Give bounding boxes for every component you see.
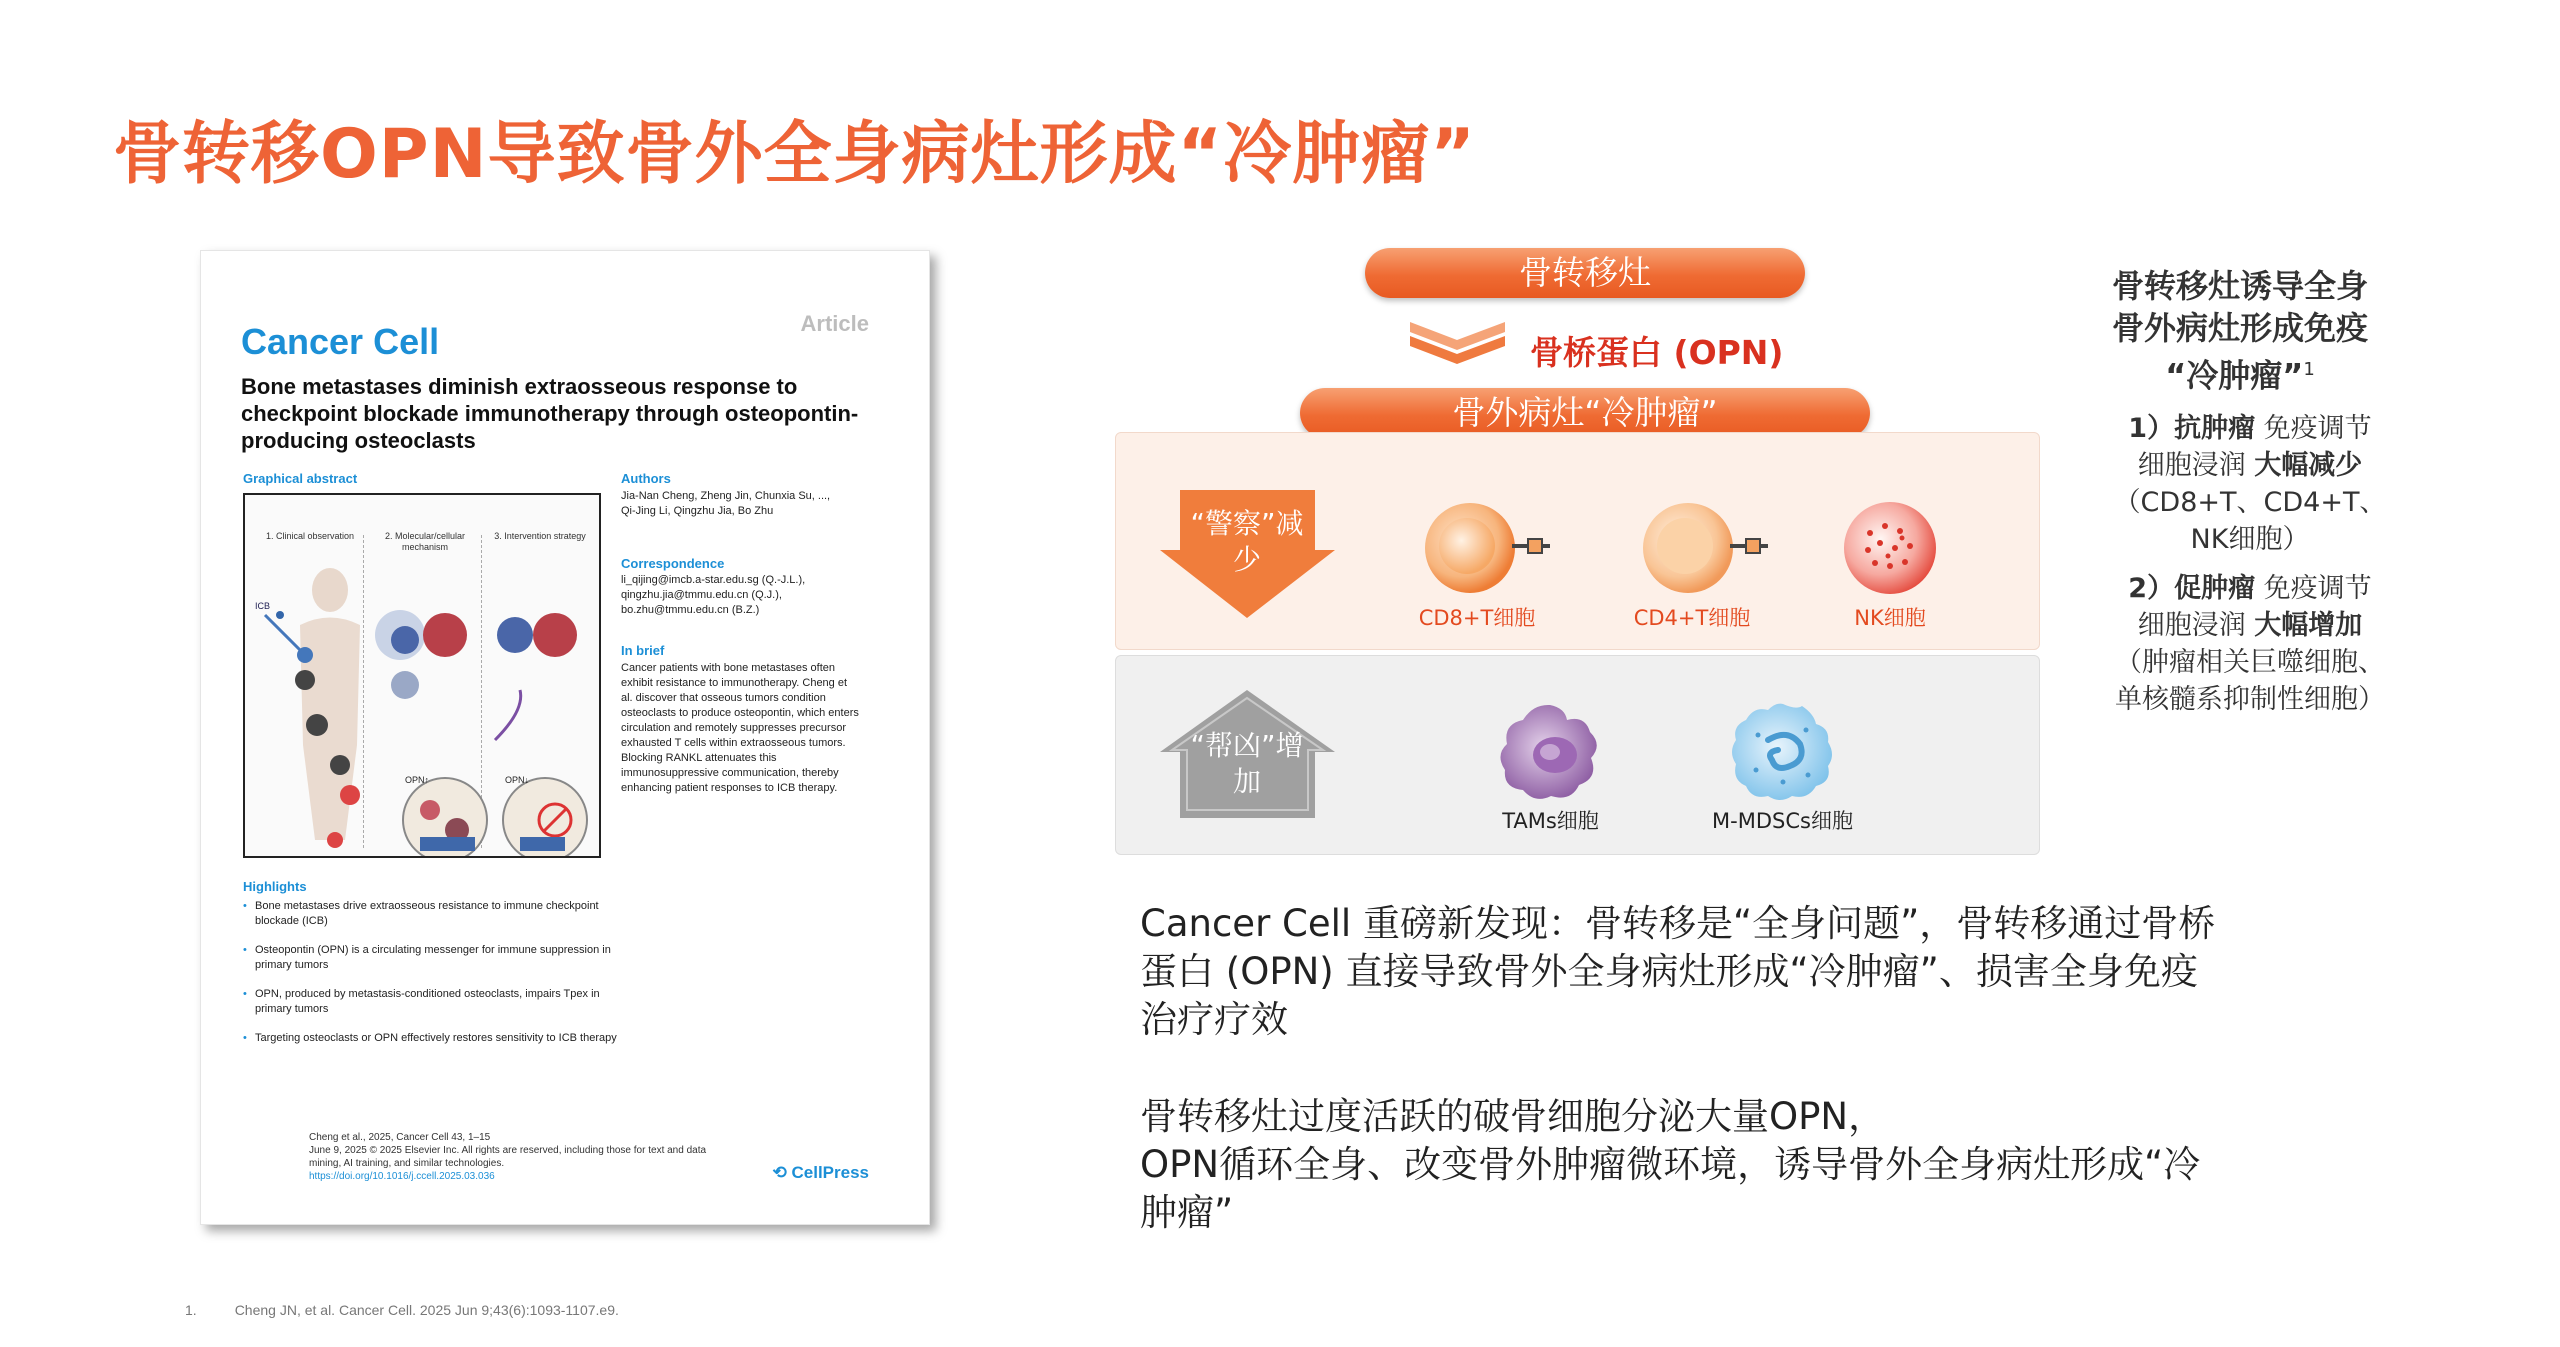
highlights-label: Highlights xyxy=(243,879,307,894)
abstract-tag-opn-up: OPN↑ xyxy=(405,775,430,785)
sidebar-bold: 2）促肿瘤 xyxy=(2128,573,2256,604)
cellpress-logo xyxy=(773,1163,869,1183)
abstract-tag-opn-down: OPN↓ xyxy=(505,775,530,785)
graphical-abstract xyxy=(243,493,601,858)
sidebar-item-pro-tumor xyxy=(2100,570,2400,718)
cell-label-mdscs: M-MDSCs细胞 xyxy=(1712,809,1853,833)
highlight-item: • Targeting osteoclasts or OPN effectively restores sensitivity to ICB therapy xyxy=(243,1031,633,1046)
highlight-item: • Osteopontin (OPN) is a circulating messenger for immune suppression in primary tumors xyxy=(243,943,633,973)
cellpress-icon: ⟲ xyxy=(772,1163,787,1182)
slide-title: 骨转移OPN导致骨外全身病灶形成“冷肿瘤” xyxy=(113,115,1476,194)
abstract-tag-icb: ICB xyxy=(255,601,271,611)
correspondence: li_qijing@imcb.a-star.edu.sg (Q.-J.L.), qingzhu.jia@tmmu.edu.cn (Q.J.), bo.zhu@tmmu.edu.cn (B.Z.) xyxy=(621,574,806,616)
sidebar-line xyxy=(2100,447,2400,484)
sidebar-line: （CD8+T、CD4+T、 xyxy=(2113,487,2387,518)
in-brief: Cancer patients with bone metastases often exhibit resistance to immunotherapy. Cheng et al. discover that osseous tumors condition osteoclasts to produce osteopontin, which enters circulation and remotely suppresses precursor exhausted T cells within extraosseous tumors. Blocking RANKL attenuates this immunosuppressive communication, thereby enhancing patient responses to ICB therapy. xyxy=(621,662,859,794)
paper-thumbnail xyxy=(200,250,930,1225)
mechanism-paragraph xyxy=(1140,1093,2340,1237)
sidebar-line xyxy=(2100,410,2400,447)
cell-label-cd4: CD4+T细胞 xyxy=(1633,606,1751,630)
sidebar-bold: 大幅增加 xyxy=(2254,610,2363,641)
paper-citation xyxy=(309,1131,709,1183)
sidebar-bold: 1）抗肿瘤 xyxy=(2128,413,2256,444)
finding-line: 治疗疗效 xyxy=(1140,998,1288,1041)
police-decrease-label xyxy=(1172,506,1322,578)
authors: Jia-Nan Cheng, Zheng Jin, Chunxia Su, ..., Qi-Jing Li, Qingzhu Jia, Bo Zhu xyxy=(621,490,831,517)
cd4-t-cell-icon xyxy=(1638,498,1778,598)
police-line-1: “警察”减 xyxy=(1190,507,1304,540)
sidebar-heading-line: 骨外病灶形成免疫 xyxy=(2111,309,2368,347)
abstract-col-1: 1. Clinical observation xyxy=(265,531,355,541)
abstract-col-3: 3. Intervention strategy xyxy=(494,531,586,541)
opn-label: 骨桥蛋白 (OPN) xyxy=(1530,333,1784,372)
graphical-abstract-label: Graphical abstract xyxy=(243,471,358,486)
doi-link: https://doi.org/10.1016/j.ccell.2025.03.036 xyxy=(309,1171,495,1182)
authors-label: Authors xyxy=(621,471,671,486)
sidebar-heading-line: 骨转移灶诱导全身 xyxy=(2111,267,2368,305)
abstract-col-2: 2. Molecular/cellular mechanism xyxy=(384,531,466,552)
paper-title: Bone metastases diminish extraosseous response to checkpoint blockade immunotherapy through osteopontin-producing osteoclasts xyxy=(241,374,859,453)
in-brief-label: In brief xyxy=(621,643,665,658)
sidebar-heading-text: “冷肿瘤” xyxy=(2165,356,2304,395)
footnote-number: 1. xyxy=(185,1302,197,1318)
sidebar-text: 细胞浸润 xyxy=(2137,610,2255,641)
footnote-text: Cheng JN, et al. Cancer Cell. 2025 Jun 9;43(6):1093-1107.e9. xyxy=(234,1302,619,1318)
cd8-t-cell-icon xyxy=(1420,498,1560,598)
sidebar-line xyxy=(2100,570,2400,607)
mechanism-line: 肿瘤” xyxy=(1140,1191,1234,1234)
citation: Cheng et al., 2025, Cancer Cell 43, 1–15 xyxy=(309,1132,491,1143)
cell-label-tams: TAMs细胞 xyxy=(1502,809,1599,833)
sidebar-line: NK细胞） xyxy=(2190,524,2310,555)
footnote-ref: 1 xyxy=(2303,359,2315,380)
helper-line-2: 加 xyxy=(1232,765,1261,798)
sidebar-text: 免疫调节 xyxy=(2255,573,2372,604)
sidebar-heading-line xyxy=(2090,349,2390,397)
correspondence-label: Correspondence xyxy=(621,556,725,571)
article-type: Article xyxy=(800,311,869,336)
publisher-name: CellPress xyxy=(791,1163,869,1182)
pill-cold-tumor: 骨外病灶“冷肿瘤” xyxy=(1300,388,1870,438)
citation-detail: June 9, 2025 © 2025 Elsevier Inc. All rights are reserved, including those for text and data mining, AI training, and similar technologies. xyxy=(309,1145,707,1169)
finding-paragraph xyxy=(1140,900,2340,1044)
helper-increase-label xyxy=(1172,728,1322,800)
finding-line: 蛋白 (OPN) 直接导致骨外全身病灶形成“冷肿瘤”、损害全身免疫 xyxy=(1140,950,2198,993)
sidebar-item-anti-tumor xyxy=(2100,410,2400,558)
mdsc-cell-icon xyxy=(1728,700,1838,805)
sidebar-text: 免疫调节 xyxy=(2255,413,2372,444)
highlights-list xyxy=(243,899,633,1060)
helper-line-1: “帮凶”增 xyxy=(1190,729,1304,762)
abstract-illustration xyxy=(245,495,599,856)
finding-line: Cancer Cell 重磅新发现：骨转移是“全身问题”，骨转移通过骨桥 xyxy=(1140,902,2216,945)
footnote xyxy=(185,1302,657,1318)
cell-label-cd8: CD8+T细胞 xyxy=(1418,606,1536,630)
mechanism-line: 骨转移灶过度活跃的破骨细胞分泌大量OPN， xyxy=(1140,1095,1886,1138)
journal-name: Cancer Cell xyxy=(241,321,440,362)
police-line-2: 少 xyxy=(1232,543,1261,576)
highlight-item: • Bone metastases drive extraosseous resistance to immune checkpoint blockade (ICB) xyxy=(243,899,633,929)
pill-bone-metastasis: 骨转移灶 xyxy=(1365,248,1805,298)
mechanism-line: OPN循环全身、改变骨外肿瘤微环境，诱导骨外全身病灶形成“冷 xyxy=(1140,1143,2201,1186)
highlight-item: • OPN, produced by metastasis-conditioned osteoclasts, impairs Tpex in primary tumors xyxy=(243,987,633,1017)
sidebar-line: （肿瘤相关巨噬细胞、 xyxy=(2115,647,2385,678)
sidebar-line xyxy=(2100,607,2400,644)
sidebar-line: 单核髓系抑制性细胞） xyxy=(2115,684,2385,715)
tam-cell-icon xyxy=(1495,700,1605,805)
chevron-down-icon xyxy=(1410,322,1505,364)
nk-cell-icon xyxy=(1840,498,1940,598)
sidebar-heading xyxy=(2090,265,2390,397)
sidebar-text: 细胞浸润 xyxy=(2137,450,2255,481)
sidebar-bold: 大幅减少 xyxy=(2254,450,2363,481)
cell-label-nk: NK细胞 xyxy=(1854,606,1926,630)
